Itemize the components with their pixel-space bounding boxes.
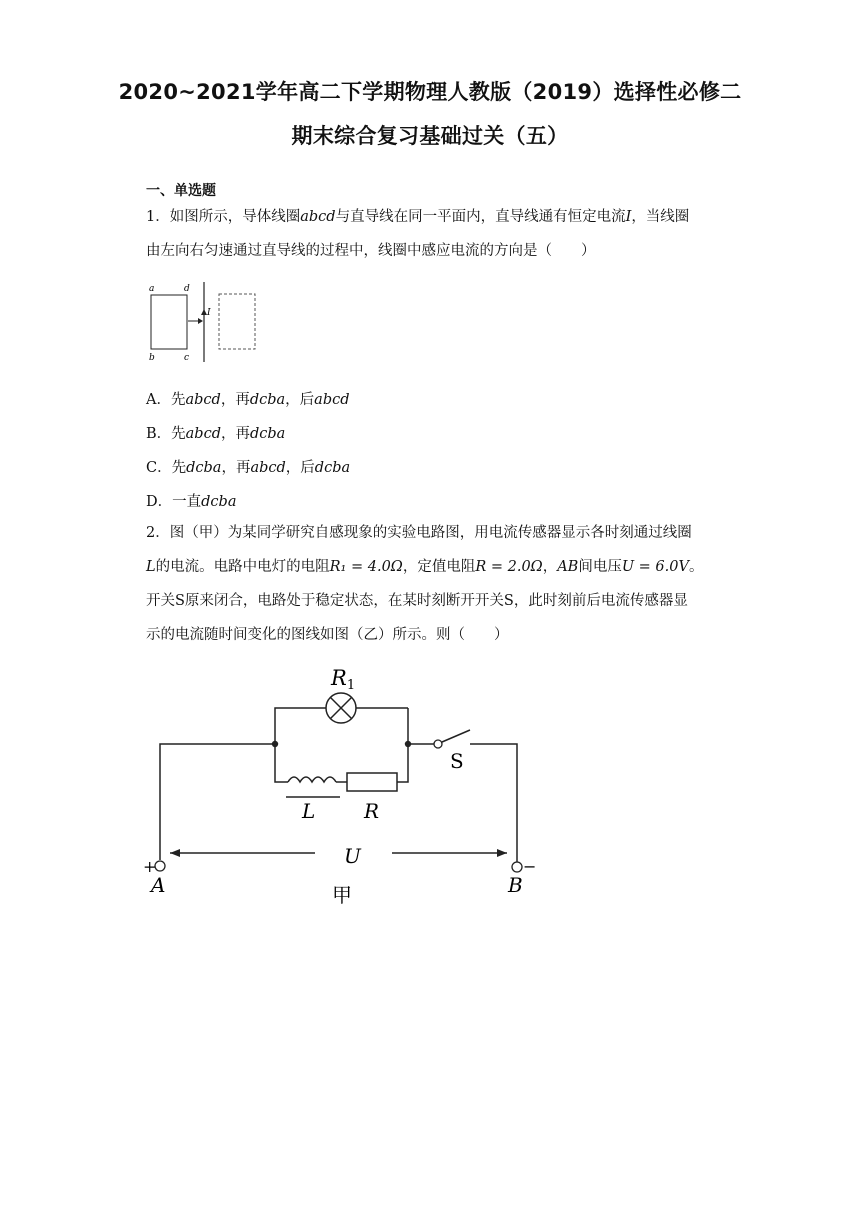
terminal-b xyxy=(512,862,522,872)
question-1-line1: 1．如图所示，导体线圈abcd与直导线在同一平面内，直导线通有恒定电流I，当线圈 xyxy=(146,209,690,225)
option-b: B．先abcd，再dcba xyxy=(146,426,286,442)
figure-caption: 甲 xyxy=(332,883,352,907)
circuit-diagram xyxy=(130,660,560,910)
label-I: I xyxy=(207,308,211,318)
switch-blade xyxy=(442,730,470,742)
coil-solid xyxy=(151,295,187,349)
label-R: R xyxy=(364,799,380,823)
wire-lower-left xyxy=(275,744,288,782)
label-d: d xyxy=(184,284,190,294)
question-1-stem xyxy=(146,200,722,268)
option-d: D．一直dcba xyxy=(146,494,237,510)
section-heading: 一、单选题 xyxy=(146,183,216,199)
wire-lower-right xyxy=(397,744,408,782)
question-2-stem xyxy=(146,516,722,652)
terminal-a xyxy=(155,861,165,871)
label-plus: + xyxy=(143,857,157,876)
resistor-icon xyxy=(347,773,397,791)
option-c: C．先dcba，再abcd，后dcba xyxy=(146,460,351,476)
label-B: B xyxy=(508,873,523,897)
label-R1: R1 xyxy=(331,666,356,693)
document-title-line1: 2020~2021学年高二下学期物理人教版（2019）选择性必修二 xyxy=(118,80,742,104)
label-minus: − xyxy=(523,857,537,876)
wire-left xyxy=(160,744,275,860)
question-2-line3: 开关S原来闭合，电路处于稳定状态，在某时刻断开开关S，此时刻前后电流传感器显 xyxy=(146,593,688,609)
label-S: S xyxy=(450,749,464,773)
junction-left xyxy=(272,741,278,747)
label-b: b xyxy=(149,353,155,363)
question-2-line1: 2．图（甲）为某同学研究自感现象的实验电路图，用电流传感器显示各时刻通过线圈 xyxy=(146,525,692,541)
label-a: a xyxy=(149,284,155,294)
label-A: A xyxy=(151,873,166,897)
coil-wire-figure xyxy=(140,278,270,368)
question-2-line4: 示的电流随时间变化的图线如图（乙）所示。则（ ） xyxy=(146,627,509,643)
label-c: c xyxy=(184,353,190,363)
option-a: A．先abcd，再dcba，后abcd xyxy=(146,392,350,408)
wire-upper-branch xyxy=(275,708,326,744)
voltage-arrowhead-left xyxy=(170,849,180,857)
label-L: L xyxy=(302,799,316,823)
coil-dashed xyxy=(219,294,255,349)
document-title-line2: 期末综合复习基础过关（五） xyxy=(291,124,569,148)
question-1-line2: 由左向右匀速通过直导线的过程中，线圈中感应电流的方向是（ ） xyxy=(146,243,596,259)
question-2-line2: L的电流。电路中电灯的电阻R₁ = 4.0Ω，定值电阻R = 2.0Ω，AB间电压U = 6.0V。 xyxy=(146,559,704,575)
inductor-coil-icon xyxy=(288,777,336,782)
voltage-arrowhead-right xyxy=(497,849,507,857)
switch-pivot xyxy=(434,740,442,748)
wire-right xyxy=(470,744,517,862)
label-U: U xyxy=(344,844,361,868)
motion-arrow-head xyxy=(198,318,203,324)
